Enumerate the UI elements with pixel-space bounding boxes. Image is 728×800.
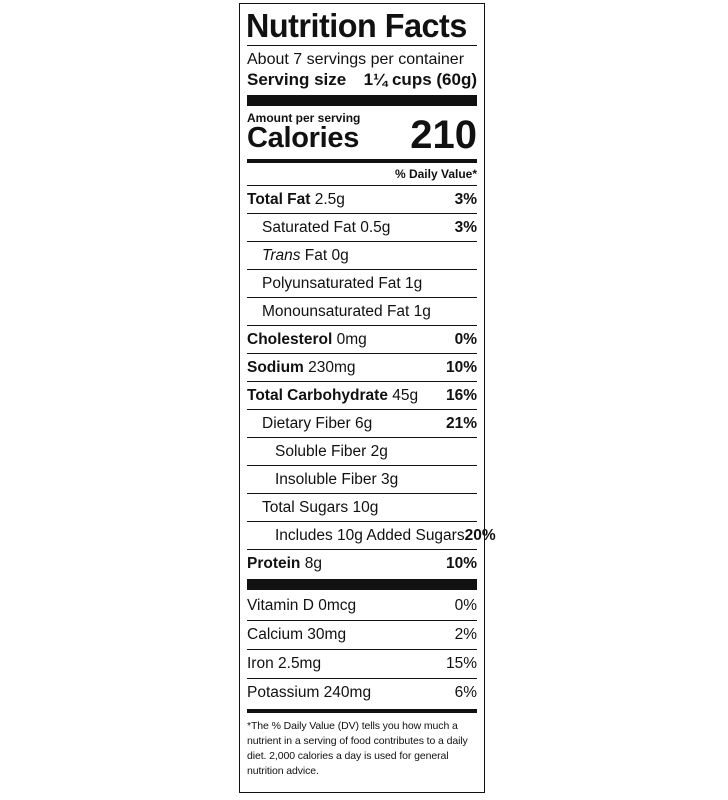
- nutrient-amount: 230mg: [308, 358, 356, 376]
- nutrient-row-trans-fat: [247, 241, 477, 269]
- panel-title: Nutrition Facts: [246, 7, 467, 44]
- nutrient-name: Total Fat: [247, 190, 311, 208]
- vitamin-dv: 0%: [454, 597, 477, 614]
- serving-size-value: 1¼ cups (60g): [363, 70, 477, 89]
- nutrition-facts-panel: [239, 3, 496, 793]
- servings-per-container: About 7 servings per container: [247, 51, 465, 68]
- nutrient-row-sodium: [247, 353, 477, 381]
- nutrient-dv: 10%: [445, 358, 477, 376]
- nutrient-row-protein: [247, 549, 477, 577]
- nutrient-amount: 1g: [405, 274, 423, 292]
- nutrient-dv: 20%: [464, 526, 496, 544]
- nutrient-row-cholesterol: [247, 325, 477, 353]
- vitamin-row: [247, 592, 477, 620]
- nutrient-name: Monounsaturated Fat: [262, 302, 410, 320]
- medium-divider: [247, 709, 477, 713]
- daily-value-footnote: *The % Daily Value (DV) tells you how much a nutrient in a serving of food contributes to a daily diet. 2,000 calories a day is used for general nutrition advice.: [247, 720, 468, 777]
- divider: [247, 45, 477, 46]
- nutrient-row-total-sugars: [247, 493, 477, 521]
- serving-size-label: Serving size: [247, 70, 347, 89]
- nutrient-row-polyunsaturated-fat: [247, 269, 477, 297]
- vitamin-row: [247, 678, 477, 707]
- nutrient-amount: 8g: [304, 554, 322, 572]
- nutrient-name: Includes 10g Added Sugars: [275, 526, 465, 544]
- nutrient-row-total-carbohydrate: [247, 381, 477, 409]
- nutrient-amount: 45g: [392, 386, 419, 404]
- vitamin-dv: 2%: [454, 626, 477, 643]
- amount-per-serving: Amount per serving: [247, 111, 361, 125]
- vitamin-name: Vitamin D 0mcg: [247, 597, 357, 614]
- nutrient-row-insoluble-fiber: [247, 465, 477, 493]
- nutrient-name: Soluble Fiber: [275, 442, 367, 460]
- vitamin-dv: 15%: [445, 655, 477, 672]
- nutrient-dv: 16%: [445, 386, 477, 404]
- nutrient-name: Polyunsaturated Fat: [262, 274, 401, 292]
- nutrient-amount: 0mg: [336, 330, 367, 348]
- nutrient-name: Total Sugars: [262, 498, 349, 516]
- nutrient-amount: 3g: [380, 470, 399, 488]
- nutrient-dv: 0%: [454, 330, 477, 348]
- nutrient-name: Protein: [247, 554, 301, 572]
- nutrient-row-total-fat: [247, 185, 477, 213]
- nutrient-dv: 3%: [454, 218, 477, 236]
- nutrient-name: Sodium: [247, 358, 304, 376]
- nutrient-amount: 0g: [331, 246, 349, 264]
- nutrient-name: Saturated Fat: [262, 218, 356, 236]
- vitamin-dv: 6%: [454, 684, 477, 701]
- nutrient-row-soluble-fiber: [247, 437, 477, 465]
- nutrient-name: Total Carbohydrate: [247, 386, 388, 404]
- nutrient-name: Insoluble Fiber: [275, 470, 377, 488]
- nutrient-name-suffix: Fat: [304, 246, 328, 264]
- nutrient-dv: 10%: [445, 554, 477, 572]
- nutrient-amount: 1g: [413, 302, 431, 320]
- nutrient-name: Trans: [262, 246, 301, 264]
- calories-label: Calories: [247, 122, 360, 154]
- vitamin-name: Calcium 30mg: [247, 626, 347, 643]
- nutrient-name: Cholesterol: [247, 330, 333, 348]
- calories-value: 210: [410, 113, 477, 157]
- vitamin-name: Iron 2.5mg: [247, 655, 322, 672]
- vitamin-row: [247, 620, 477, 649]
- nutrient-dv: 3%: [454, 190, 477, 208]
- thick-divider: [247, 95, 477, 106]
- nutrient-amount: 10g: [352, 498, 379, 516]
- nutrient-row-added-sugars: [247, 521, 496, 549]
- vitamin-name: Potassium 240mg: [247, 684, 372, 701]
- serving-size-row: [247, 69, 477, 91]
- nutrient-amount: 0.5g: [360, 218, 391, 236]
- nutrient-amount: 6g: [355, 414, 373, 432]
- nutrient-name: Dietary Fiber: [262, 414, 351, 432]
- nutrient-row-saturated-fat: [247, 213, 477, 241]
- nutrient-amount: 2g: [370, 442, 388, 460]
- nutrient-amount: 2.5g: [314, 190, 345, 208]
- nutrient-row-monounsaturated-fat: [247, 297, 477, 325]
- vitamin-row: [247, 649, 477, 678]
- thick-divider: [247, 579, 477, 590]
- nutrient-dv: 21%: [445, 414, 477, 432]
- calories-row: [247, 115, 477, 155]
- daily-value-header: % Daily Value*: [394, 167, 477, 181]
- nutrient-row-dietary-fiber: [247, 409, 477, 437]
